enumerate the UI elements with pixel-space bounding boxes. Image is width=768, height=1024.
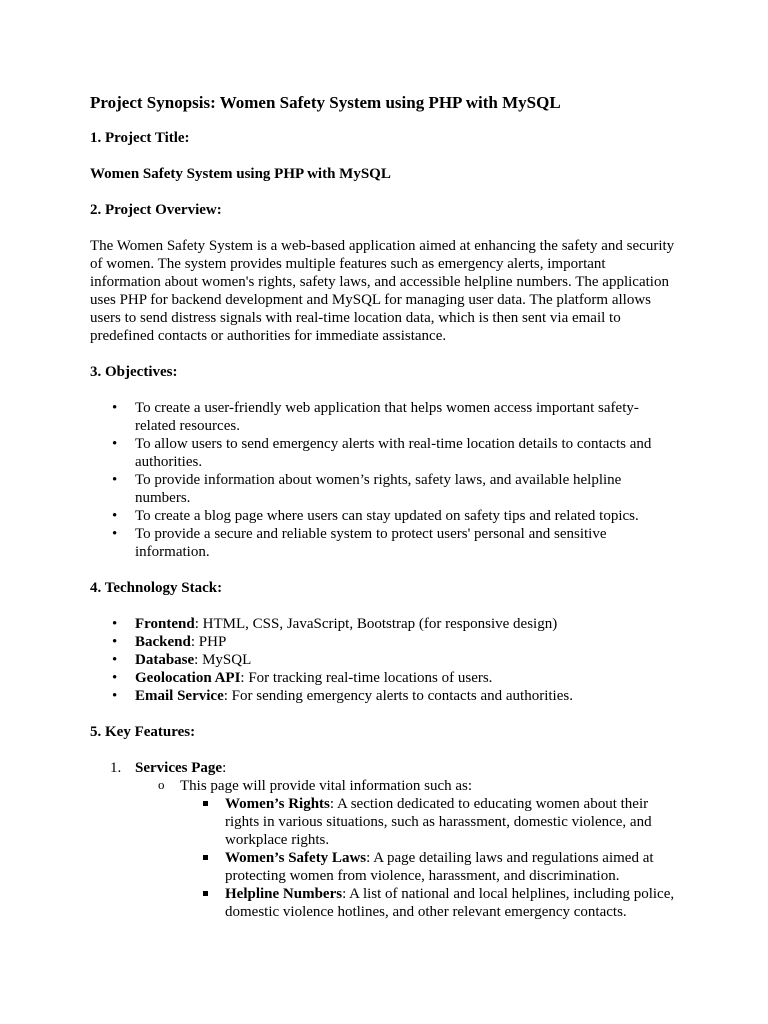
- list-item-text: : A list of national and local helplines, including police, domestic violence hotlines, and other relevant emergency contacts.: [225, 886, 675, 920]
- list-number: 1.: [110, 760, 122, 776]
- list-item-text: : MySQL: [194, 652, 252, 668]
- list-item-suffix: :: [222, 760, 227, 776]
- services-sublist: [135, 777, 678, 921]
- list-item: • To provide a secure and reliable system to protect users' personal and sensitive information.: [90, 525, 678, 561]
- list-item: [90, 633, 678, 651]
- list-item-text: : A section dedicated to educating women about their rights in various situations, such as harassment, domestic violence, and workplace rights.: [225, 796, 652, 848]
- list-item-text: : For tracking real-time locations of users.: [240, 670, 493, 686]
- circle-bullet-icon: o: [158, 777, 165, 792]
- list-item-label: Backend: [135, 634, 191, 650]
- list-item-text: : A page detailing laws and regulations aimed at protecting women from violence, harassment, and discrimination.: [225, 850, 654, 884]
- list-item-text: : For sending emergency alerts to contacts and authorities.: [223, 688, 573, 704]
- list-item: • To create a blog page where users can stay updated on safety tips and related topics.: [90, 507, 678, 525]
- technology-stack-list: [90, 615, 678, 705]
- list-item: • To allow users to send emergency alerts with real-time location details to contacts and authorities.: [90, 435, 678, 471]
- list-item: [180, 849, 678, 885]
- square-bullet-icon: [203, 855, 208, 860]
- list-item: [180, 885, 678, 921]
- services-details-list: [180, 795, 678, 921]
- key-features-heading: 5. Key Features:: [90, 724, 196, 740]
- list-item-label: Women’s Safety Laws: [225, 850, 367, 866]
- list-item-label: Women’s Rights: [225, 796, 330, 812]
- list-item-text: : HTML, CSS, JavaScript, Bootstrap (for responsive design): [194, 616, 558, 632]
- list-item-text: This page will provide vital information such as:: [180, 778, 473, 794]
- list-item: [180, 795, 678, 849]
- project-overview-text: The Women Safety System is a web-based application aimed at enhancing the safety and security of women. The system provides multiple features such as emergency alerts, important information about women's rights, safety laws, and accessible helpline numbers. The application uses PHP for backend development and MySQL for managing user data. The platform allows users to send distress signals with real-time location data, which is then sent via email to predefined contacts or authorities for immediate assistance.: [90, 238, 675, 344]
- list-item-label: Database: [135, 652, 195, 668]
- list-item-label: Services Page: [135, 760, 223, 776]
- project-title-value: Women Safety System using PHP with MySQL: [90, 166, 391, 182]
- list-item: [135, 777, 678, 921]
- list-item: [90, 669, 678, 687]
- objectives-heading: 3. Objectives:: [90, 364, 178, 380]
- list-item-label: Helpline Numbers: [225, 886, 343, 902]
- list-item: • To create a user-friendly web application that helps women access important safety-related resources.: [90, 399, 678, 435]
- document-title: Project Synopsis: Women Safety System using PHP with MySQL: [90, 93, 561, 112]
- square-bullet-icon: [203, 801, 208, 806]
- technology-stack-heading: 4. Technology Stack:: [90, 580, 223, 596]
- list-item: • To provide information about women’s rights, safety laws, and available helpline numbers.: [90, 471, 678, 507]
- list-item: [90, 615, 678, 633]
- square-bullet-icon: [203, 891, 208, 896]
- list-item-label: Frontend: [135, 616, 195, 632]
- list-item: [90, 651, 678, 669]
- project-title-heading: 1. Project Title:: [90, 130, 190, 146]
- project-overview-heading: 2. Project Overview:: [90, 202, 222, 218]
- objectives-list: [90, 399, 678, 561]
- list-item: [90, 759, 678, 921]
- list-item-label: Email Service: [135, 688, 224, 704]
- list-item: [90, 687, 678, 705]
- list-item-label: Geolocation API: [135, 670, 241, 686]
- key-features-list: [90, 759, 678, 921]
- list-item-text: : PHP: [190, 634, 227, 650]
